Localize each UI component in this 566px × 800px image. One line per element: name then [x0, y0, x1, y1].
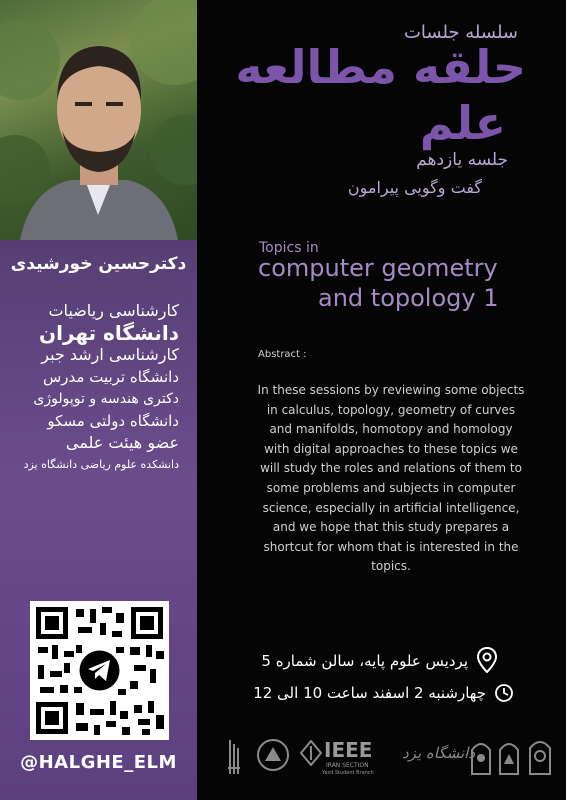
sponsor-logo-5: [470, 736, 492, 779]
ieee-section: IRAN SECTION: [326, 762, 369, 769]
bio-line: دانشگاه تهران: [39, 321, 179, 345]
about-label: گفت وگویی پیرامون: [347, 178, 482, 197]
bio-line: کارشناسی ریاضیات: [48, 301, 179, 320]
speaker-panel: [0, 0, 197, 800]
sponsor-logo-2: [256, 738, 290, 775]
topic-prefix: Topics in: [259, 240, 319, 256]
topic-line-1: computer geometry: [258, 254, 498, 282]
bio-line: دانشگاه تربیت مدرس: [43, 368, 179, 386]
clock-icon: [494, 683, 514, 707]
speaker-name: دکترحسین خورشیدی: [10, 254, 187, 274]
abstract-label: Abstract :: [258, 349, 307, 360]
qr-code[interactable]: [30, 601, 169, 740]
ieee-branch: Yazd Student Branch: [322, 770, 374, 776]
event-time: چهارشنبه 2 اسفند ساعت 10 الی 12: [253, 684, 486, 702]
bio-line: دانشکده علوم ریاضی دانشگاه یزد: [23, 458, 179, 471]
location-pin-icon: [476, 646, 498, 678]
title-line-1: حلقه مطالعه: [235, 40, 526, 94]
sponsor-logo-6: [498, 736, 520, 779]
bio-line: کارشناسی ارشد جبر: [41, 345, 179, 364]
sponsor-logo-7: [528, 736, 552, 779]
sponsor-logos: [222, 734, 558, 784]
bio-line: عضو هیئت علمی: [65, 433, 179, 452]
ieee-wordmark: IEEE: [324, 738, 373, 762]
speaker-photo: [0, 0, 197, 240]
bio-line: دانشگاه دولتی مسکو: [47, 412, 179, 430]
yazd-university-logo: دانشگاه یزد: [402, 744, 476, 762]
series-label: سلسله جلسات: [403, 22, 518, 43]
social-handle[interactable]: @HALGHE_ELM: [20, 752, 177, 773]
topic-line-2: and topology 1: [318, 284, 499, 312]
title-line-2: علم: [419, 96, 506, 150]
speaker-bio: [9, 300, 179, 476]
session-number: جلسه یازدهم: [416, 150, 508, 170]
abstract-text: In these sessions by reviewing some objects in calculus, topology, geometry of curves and manifolds, homotopy and homology with digital approaches to these topics we will study the roles and relations of them to some problems and subjects in computer science, especially in artificial intelligence, and we hope that this study prepares a shortcut for whom that is interested in the topics.: [257, 383, 525, 574]
event-location: پردیس علوم پایه، سالن شماره 5: [261, 652, 468, 670]
sponsor-logo-1: [226, 738, 242, 779]
bio-line: دکتری هندسه و توپولوژی: [33, 391, 179, 407]
